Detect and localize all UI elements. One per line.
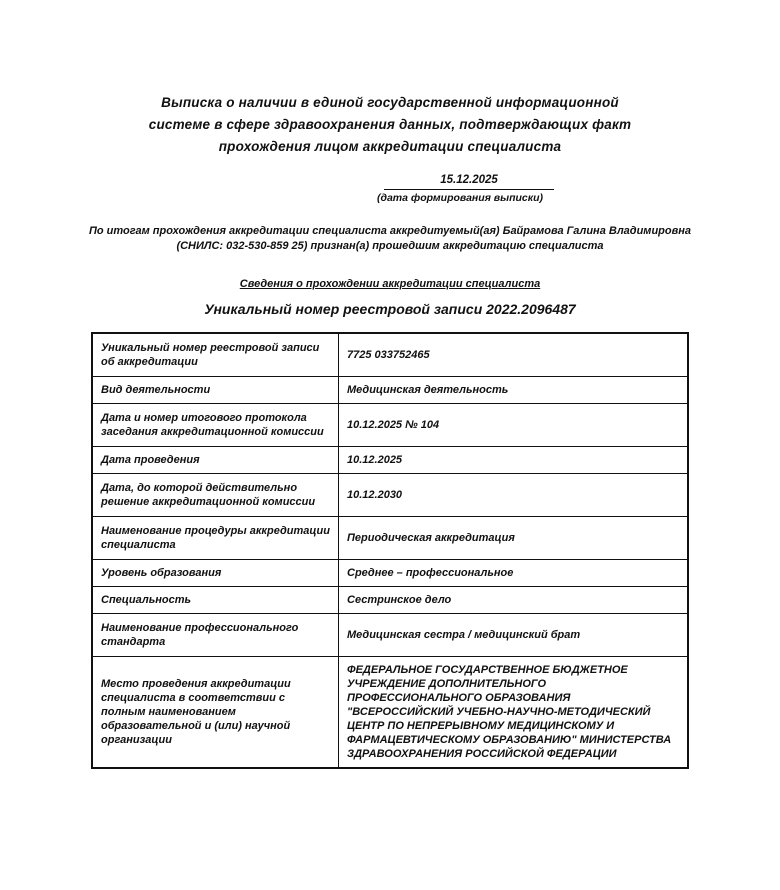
formation-date-block [376,174,554,204]
row-label: Вид деятельности [92,377,339,404]
row-value: Периодическая аккредитация [339,517,689,560]
formation-date-value: 15.12.2025 [384,174,554,190]
document-title-line: Выписка о наличии в единой государственной информационной [161,95,619,110]
table-row [92,560,688,587]
row-label: Место проведения аккредитации специалиста в соответствии с полным наименованием образовательной и (или) научной организации [92,657,339,769]
accreditation-table [91,332,689,769]
row-value: Сестринское дело [339,587,689,614]
document-title-line: прохождения лицом аккредитации специалиста [218,139,562,154]
table-row [92,474,688,517]
document-title-line: системе в сфере здравоохранения данных, подтверждающих факт [148,117,632,132]
table-row [92,377,688,404]
row-label: Дата и номер итогового протокола заседания аккредитационной комиссии [92,404,339,447]
row-value: 10.12.2025 № 104 [339,404,689,447]
table-row [92,447,688,474]
row-value: Медицинская сестра / медицинский брат [339,614,689,657]
table-row [92,404,688,447]
row-value: 10.12.2025 [339,447,689,474]
row-label: Уровень образования [92,560,339,587]
document-title [44,92,736,158]
registry-number-heading: Уникальный номер реестровой записи 2022.2096487 [204,301,576,317]
row-value: 7725 033752465 [339,333,689,377]
row-label: Дата, до которой действительно решение аккредитационной комиссии [92,474,339,517]
section-heading: Сведения о прохождении аккредитации специалиста [239,278,541,290]
table-row [92,614,688,657]
row-label: Наименование процедуры аккредитации специалиста [92,517,339,560]
formation-date-caption: (дата формирования выписки) [376,192,544,204]
table-row [92,517,688,560]
table-row [92,587,688,614]
row-label: Наименование профессионального стандарта [92,614,339,657]
row-value: 10.12.2030 [339,474,689,517]
row-label: Специальность [92,587,339,614]
intro-paragraph: По итогам прохождения аккредитации специалиста аккредитуемый(ая) Байрамова Галина Владимировна (СНИЛС: 032-530-859 25) признан(а) прошедшим аккредитацию специалиста [88,225,692,252]
row-value: Медицинская деятельность [339,377,689,404]
row-value: ФЕДЕРАЛЬНОЕ ГОСУДАРСТВЕННОЕ БЮДЖЕТНОЕ УЧРЕЖДЕНИЕ ДОПОЛНИТЕЛЬНОГО ПРОФЕССИОНАЛЬНОГО ОБРАЗОВАНИЯ "ВСЕРОССИЙСКИЙ УЧЕБНО-НАУЧНО-МЕТОДИЧЕСКИЙ ЦЕНТР ПО НЕПРЕРЫВНОМУ МЕДИЦИНСКОМУ И ФАРМАЦЕВТИЧЕСКОМУ ОБРАЗОВАНИЮ" МИНИСТЕРСТВА ЗДРАВООХРАНЕНИЯ РОССИЙСКОЙ ФЕДЕРАЦИИ [339,657,689,769]
row-label: Уникальный номер реестровой записи об аккредитации [92,333,339,377]
table-row [92,657,688,769]
row-value: Среднее – профессиональное [339,560,689,587]
table-row [92,333,688,377]
accreditation-table-body [92,333,688,768]
row-label: Дата проведения [92,447,339,474]
